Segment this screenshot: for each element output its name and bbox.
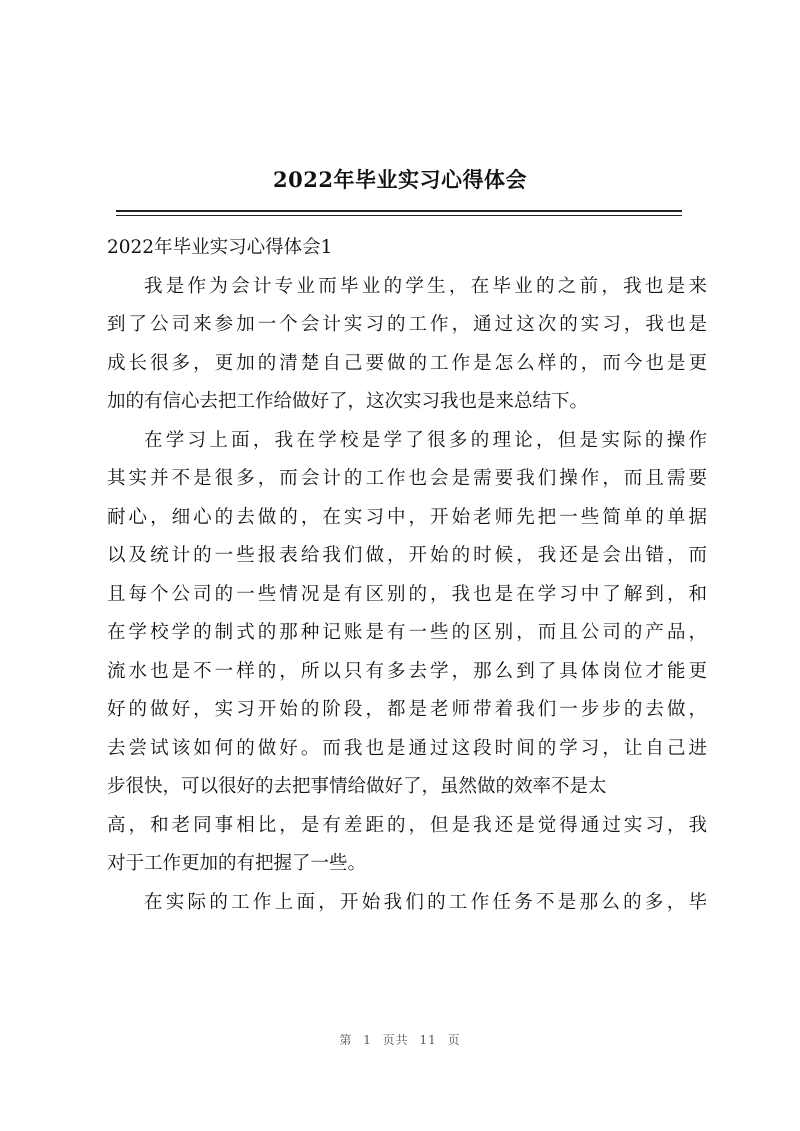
paragraph-line: 步很快，可以很好的去把事情给做好了，虽然做的效率不是太 <box>107 776 607 797</box>
paragraph <box>107 884 707 923</box>
paragraph-line: 去尝试该如何的做好。而我也是通过这段时间的学习，让自己进 <box>107 737 707 759</box>
paragraph-line: 对于工作更加的有把握了一些。 <box>107 853 367 874</box>
section-heading: 2022年毕业实习心得体会1 <box>107 237 333 258</box>
paragraph <box>107 268 707 422</box>
paragraph-line: 以及统计的一些报表给我们做，开始的时候，我还是会出错，而 <box>107 545 707 566</box>
paragraph-line: 到了公司来参加一个会计实习的工作，通过这次的实习，我也是 <box>107 314 707 335</box>
paragraph-line: 耐心，细心的去做的，在实习中，开始老师先把一些简单的单据 <box>107 506 707 528</box>
paragraph-line: 我是作为会计专业而毕业的学生，在毕业的之前，我也是来 <box>144 275 707 297</box>
paragraph-line: 加的有信心去把工作给做好了，这次实习我也是来总结下。 <box>107 391 589 412</box>
title-divider-thin <box>116 215 682 216</box>
paragraph-line: 在实际的工作上面，开始我们的工作任务不是那么的多，毕 <box>144 891 707 913</box>
paragraph <box>107 422 707 884</box>
paragraph-line: 流水也是不一样的，所以只有多去学，那么到了具体岗位才能更 <box>107 660 707 682</box>
title-divider-thick <box>116 210 682 212</box>
paragraph-line: 在学校学的制式的那种记账是有一些的区别，而且公司的产品， <box>107 622 707 643</box>
document-body <box>107 229 707 922</box>
paragraph-line: 好的做好，实习开始的阶段，都是老师带着我们一步步的去做， <box>107 699 707 720</box>
paragraph-line: 且每个公司的一些情况是有区别的，我也是在学习中了解到，和 <box>107 583 707 605</box>
paragraph-line: 高，和老同事相比，是有差距的，但是我还是觉得通过实习，我 <box>107 814 707 836</box>
page-number-footer: 第 1 页共 11 页 <box>339 1033 461 1047</box>
paragraph-line: 在学习上面，我在学校是学了很多的理论，但是实际的操作 <box>144 429 707 451</box>
paragraph-line: 其实并不是很多，而会计的工作也会是需要我们操作，而且需要 <box>107 468 707 489</box>
document-title: 2022年毕业实习心得体会 <box>273 167 527 192</box>
paragraph-line: 成长很多，更加的清楚自己要做的工作是怎么样的，而今也是更 <box>107 352 707 374</box>
